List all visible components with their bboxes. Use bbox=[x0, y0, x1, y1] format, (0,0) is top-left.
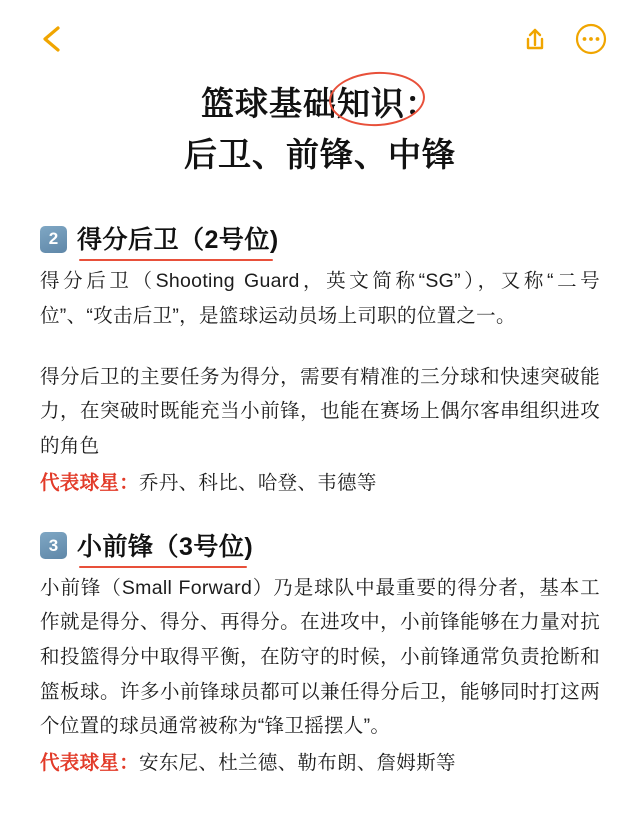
representative-players-names: 安东尼、杜兰德、勒布朗、詹姆斯等 bbox=[139, 752, 456, 775]
representative-players-line bbox=[40, 746, 600, 781]
section-number-badge: 2 bbox=[40, 226, 67, 253]
title-line-1 bbox=[201, 78, 439, 129]
title-line-1-text: 篮球基础知识： bbox=[201, 85, 439, 122]
top-bar-actions bbox=[516, 20, 610, 58]
section-title-text: 小前锋（3号位) bbox=[77, 532, 254, 561]
title-underline bbox=[79, 259, 273, 261]
representative-players-line bbox=[40, 466, 600, 501]
paragraph: 得分后卫的主要任务为得分，需要有精准的三分球和快速突破能力，在突破时既能充当小前锋，也能在赛场上偶尔客串组织进攻的角色 bbox=[40, 365, 600, 458]
paragraph: 得分后卫（Shooting Guard，英文简称“SG”），又称“二号位”、“攻击后卫”，是篮球运动员场上司职的位置之一。 bbox=[40, 270, 600, 327]
chevron-left-icon bbox=[36, 22, 70, 56]
section-heading-small-forward bbox=[40, 527, 600, 565]
representative-players-names: 乔丹、科比、哈登、韦德等 bbox=[139, 471, 377, 494]
section-number-badge: 3 bbox=[40, 532, 67, 559]
section-title-text: 得分后卫（2号位) bbox=[77, 226, 279, 255]
title-line-2: 后卫、前锋、中锋 bbox=[184, 136, 456, 174]
back-button[interactable] bbox=[36, 22, 70, 56]
representative-players-label: 代表球星： bbox=[40, 752, 140, 775]
share-button[interactable] bbox=[516, 20, 554, 58]
title-underline bbox=[79, 566, 247, 568]
section-heading-shooting-guard bbox=[40, 220, 600, 258]
section-title bbox=[77, 527, 253, 565]
share-icon bbox=[520, 24, 550, 54]
representative-players-label: 代表球星： bbox=[40, 471, 140, 494]
more-horizontal-icon bbox=[575, 23, 607, 55]
paragraph: 小前锋（Small Forward）乃是球队中最重要的得分者，基本工作就是得分、得分、再得分。在进攻中，小前锋能够在力量对抗和投篮得分中取得平衡，在防守的时候，小前锋通常负责抢断和篮板球。许多小前锋球员都可以兼任得分后卫，能够同时打这两个位置的球员通常被称为“锋卫摇摆人”。 bbox=[40, 576, 600, 738]
page-title bbox=[0, 78, 640, 180]
article-body bbox=[0, 180, 640, 780]
section-title bbox=[77, 220, 279, 258]
more-button[interactable] bbox=[572, 20, 610, 58]
top-bar bbox=[0, 0, 640, 72]
